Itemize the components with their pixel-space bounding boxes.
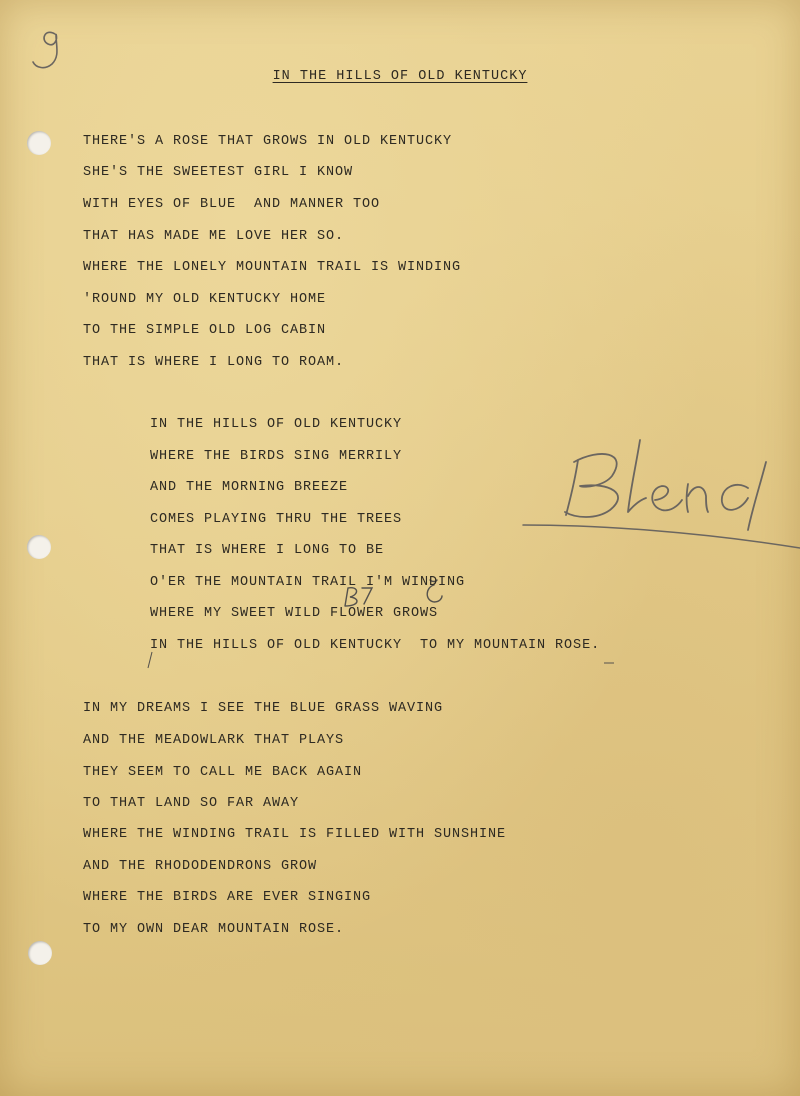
chorus-line-7: WHERE MY SWEET WILD FLOWER GROWS — [150, 606, 439, 621]
chorus-line-4: COMES PLAYING THRU THE TREES — [150, 512, 403, 527]
corner-handwritten-mark — [33, 32, 57, 67]
song-title — [0, 69, 800, 84]
verse1-line-7: TO THE SIMPLE OLD LOG CABIN — [83, 323, 327, 338]
verse2-line-4: TO THAT LAND SO FAR AWAY — [83, 796, 300, 811]
verse2-line-2: AND THE MEADOWLARK THAT PLAYS — [83, 733, 345, 748]
verse2-line-5: WHERE THE WINDING TRAIL IS FILLED WITH SUNSHINE — [83, 827, 507, 842]
verse1-line-6: 'ROUND MY OLD KENTUCKY HOME — [83, 292, 327, 307]
verse1-line-1: THERE'S A ROSE THAT GROWS IN OLD KENTUCKY — [83, 134, 453, 149]
pencil-note-blend — [523, 440, 800, 548]
chorus-line-1: IN THE HILLS OF OLD KENTUCKY — [150, 417, 403, 432]
verse1-line-3: WITH EYES OF BLUE AND MANNER TOO — [83, 197, 381, 212]
chorus-line-6: O'ER THE MOUNTAIN TRAIL I'M WINDING — [150, 575, 466, 590]
verse2-line-6: AND THE RHODODENDRONS GROW — [83, 859, 318, 874]
song-title-text: IN THE HILLS OF OLD KENTUCKY — [272, 69, 528, 84]
chorus-line-8: IN THE HILLS OF OLD KENTUCKY TO MY MOUNTAIN ROSE. — [150, 638, 601, 653]
chorus-line-2: WHERE THE BIRDS SING MERRILY — [150, 449, 403, 464]
verse1-line-4: THAT HAS MADE ME LOVE HER SO. — [83, 229, 345, 244]
verse1-line-5: WHERE THE LONELY MOUNTAIN TRAIL IS WINDING — [83, 260, 462, 275]
verse2-line-1: IN MY DREAMS I SEE THE BLUE GRASS WAVING — [83, 701, 444, 716]
verse2-line-7: WHERE THE BIRDS ARE EVER SINGING — [83, 890, 372, 905]
verse1-line-8: THAT IS WHERE I LONG TO ROAM. — [83, 355, 345, 370]
chorus-line-5: THAT IS WHERE I LONG TO BE — [150, 543, 385, 558]
stray-pencil-mark — [148, 652, 152, 668]
chorus-line-3: AND THE MORNING BREEZE — [150, 480, 349, 495]
verse2-line-8: TO MY OWN DEAR MOUNTAIN ROSE. — [83, 922, 345, 937]
verse1-line-2: SHE'S THE SWEETEST GIRL I KNOW — [83, 165, 354, 180]
verse2-line-3: THEY SEEM TO CALL ME BACK AGAIN — [83, 765, 363, 780]
